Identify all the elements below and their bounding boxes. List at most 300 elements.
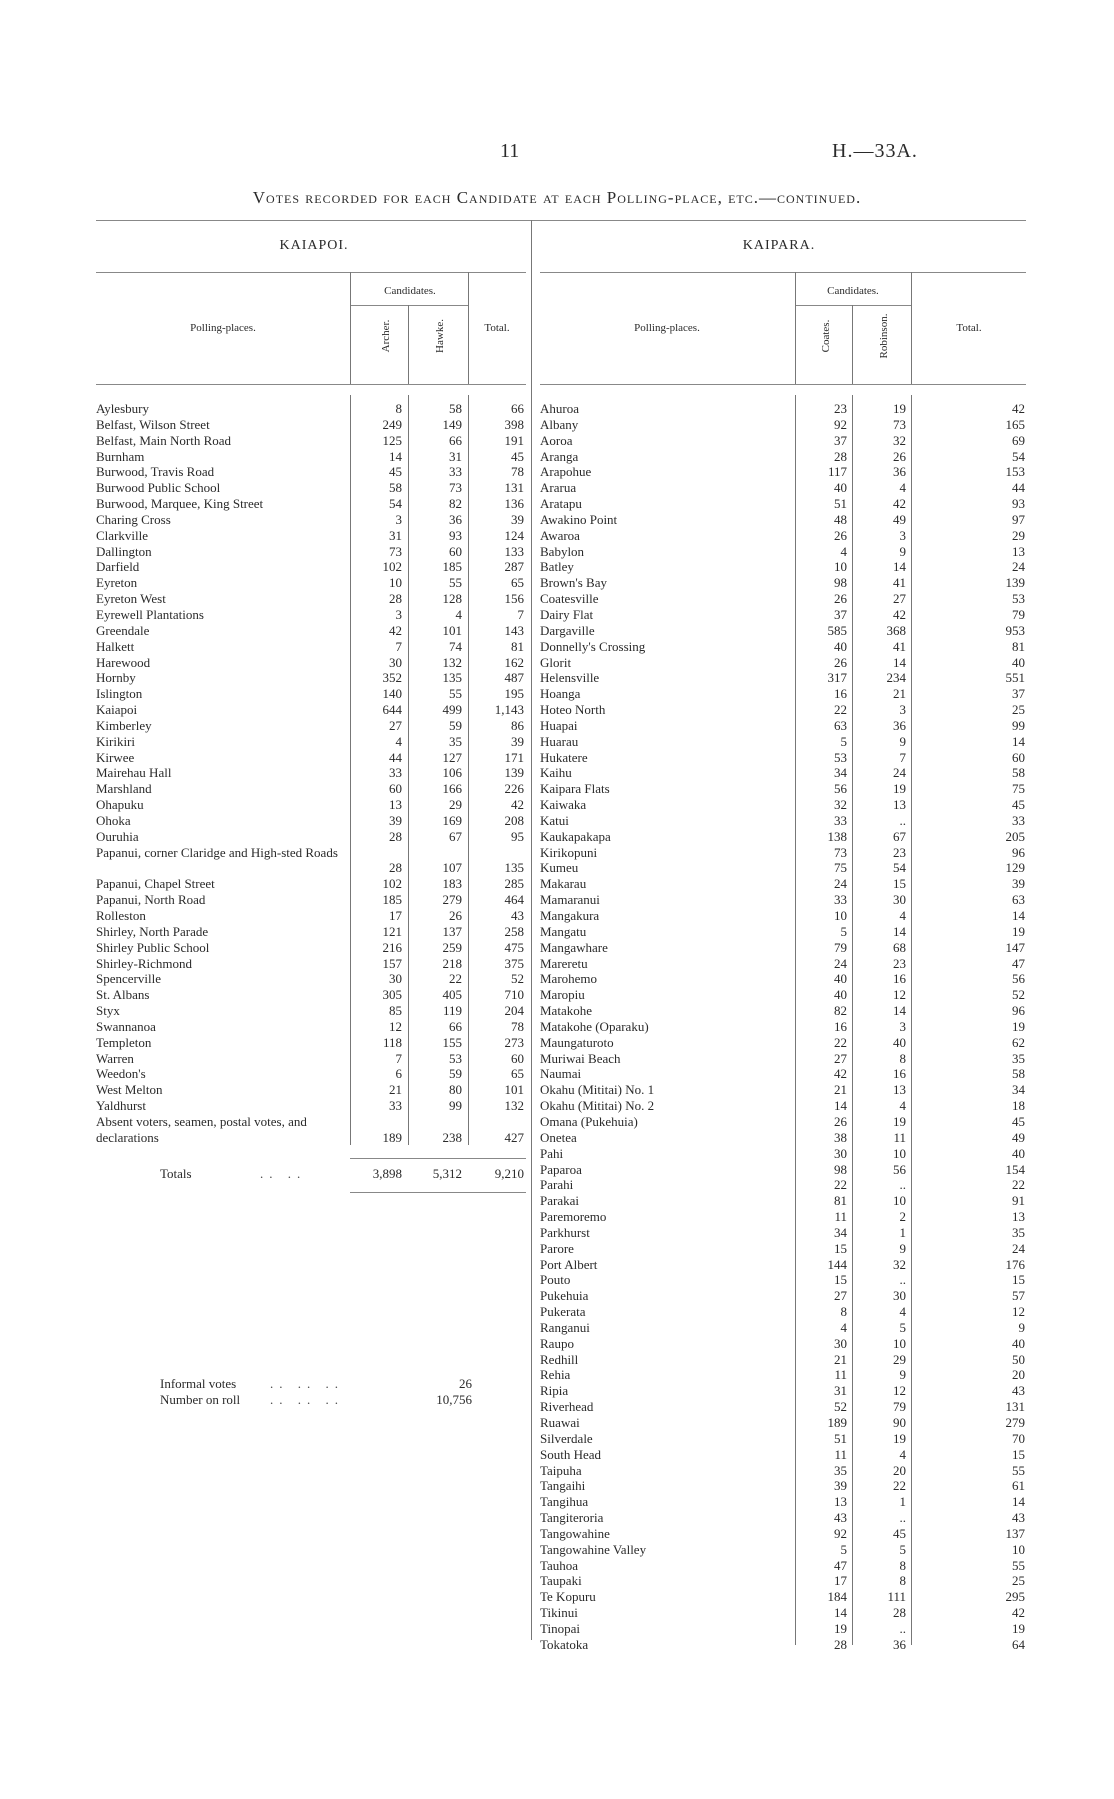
total-votes: 81 — [1012, 638, 1025, 654]
total-votes: 42 — [511, 797, 524, 813]
number-on-roll-value: 10,756 — [436, 1392, 472, 1407]
total-votes: 79 — [1012, 606, 1025, 622]
candidate-2-votes: 59 — [449, 717, 462, 733]
polling-place-name: Batley — [540, 559, 574, 575]
polling-place-name: Papanui, corner Claridge and High-sted Roads — [96, 844, 338, 860]
candidate-1-votes: 16 — [834, 686, 847, 702]
table-row — [540, 449, 1026, 465]
total-votes: 279 — [1005, 1415, 1025, 1430]
candidate-2-votes: .. — [899, 1272, 906, 1288]
candidate-1-votes: 31 — [834, 1383, 847, 1399]
candidate-1-votes: 79 — [834, 939, 847, 955]
total-votes: 43 — [1012, 1510, 1025, 1526]
kaiapoi-total-archer: 3,898 — [372, 1166, 402, 1181]
candidate-1-votes: 34 — [834, 1224, 847, 1240]
candidate-2-votes: 29 — [449, 797, 462, 813]
polling-place-name: Kirikiri — [96, 733, 135, 749]
candidate-2-votes: 23 — [893, 955, 906, 971]
table-row — [96, 591, 526, 607]
table-row — [540, 1542, 1026, 1558]
polling-place-name: Aoroa — [540, 432, 573, 448]
candidate-1-votes: 102 — [382, 876, 402, 892]
kaiapoi-candidate-archer: Archer. — [380, 319, 392, 353]
candidate-2-votes: 259 — [442, 939, 462, 955]
table-row — [96, 1098, 526, 1114]
table-row — [96, 480, 526, 496]
candidate-1-votes: 34 — [834, 765, 847, 781]
table-row — [96, 544, 526, 560]
total-votes: 9 — [1018, 1319, 1025, 1335]
candidate-1-votes: 8 — [395, 401, 402, 416]
candidate-1-votes: 98 — [834, 575, 847, 591]
total-votes: 154 — [1005, 1161, 1025, 1177]
table-row — [96, 702, 526, 718]
candidate-1-votes: 216 — [382, 939, 402, 955]
candidate-1-votes: 28 — [834, 448, 847, 464]
table-row — [540, 750, 1026, 766]
total-votes: 65 — [511, 1066, 524, 1082]
total-votes: 39 — [1012, 876, 1025, 892]
table-row — [540, 401, 1026, 417]
total-votes: 258 — [504, 923, 524, 939]
polling-place-name: Mareretu — [540, 955, 588, 971]
table-row — [540, 734, 1026, 750]
total-votes: 143 — [504, 622, 524, 638]
polling-place-name: Parahi — [540, 1177, 574, 1193]
total-votes: 287 — [504, 559, 524, 575]
polling-place-name: Harewood — [96, 654, 151, 670]
kaipara-heading: KAIPARA. — [742, 238, 816, 253]
candidate-1-votes: 21 — [834, 1351, 847, 1367]
candidate-2-votes: 36 — [449, 511, 462, 527]
total-votes: 43 — [1012, 1383, 1025, 1399]
polling-place-name: Babylon — [540, 543, 585, 559]
candidate-2-votes: 53 — [449, 1050, 462, 1066]
candidate-1-votes: 5 — [840, 1541, 847, 1557]
polling-place-name: Kaiwaka — [540, 797, 587, 813]
polling-place-name: Eyrewell Plantations — [96, 606, 204, 622]
candidate-1-votes: 40 — [834, 987, 847, 1003]
candidate-1-votes: 3 — [395, 606, 402, 622]
candidate-2-votes: 1 — [899, 1224, 906, 1240]
candidate-1-votes: 60 — [389, 781, 402, 797]
candidate-2-votes: 218 — [442, 955, 462, 971]
total-votes: 15 — [1012, 1272, 1025, 1288]
total-votes: 226 — [504, 781, 524, 797]
candidate-2-votes: 30 — [893, 892, 906, 908]
polling-place-name: Styx — [96, 1003, 120, 1019]
polling-place-name: Dargaville — [540, 622, 595, 638]
total-votes: 60 — [511, 1050, 524, 1066]
kaiapoi-heading: KAIAPOI. — [279, 238, 349, 253]
total-votes: 53 — [1012, 591, 1025, 607]
candidate-1-votes: 17 — [834, 1573, 847, 1589]
polling-place-name: Islington — [96, 686, 143, 702]
table-row — [540, 1051, 1026, 1067]
polling-place-name: Halkett — [96, 638, 135, 654]
kaiapoi-grand-total: 9,210 — [494, 1166, 524, 1181]
candidate-2-votes: 56 — [893, 1161, 906, 1177]
candidate-2-votes: 149 — [442, 416, 462, 432]
table-row — [540, 1003, 1026, 1019]
table-row — [96, 686, 526, 702]
table-row — [540, 1526, 1026, 1542]
table-row — [540, 623, 1026, 639]
number-on-roll-label: Number on roll — [160, 1392, 241, 1407]
candidate-2-votes: 10 — [893, 1335, 906, 1351]
candidate-2-votes: 9 — [899, 1240, 906, 1256]
candidate-2-votes: 36 — [893, 464, 906, 480]
page-title-text: Votes recorded for each Candidate at each Polling-place, etc.—continued. — [252, 188, 862, 207]
table-row — [96, 829, 526, 845]
candidate-2-votes: 8 — [899, 1573, 906, 1589]
candidate-2-votes: 73 — [893, 416, 906, 432]
total-votes: 86 — [511, 717, 524, 733]
polling-place-name: Riverhead — [540, 1399, 594, 1415]
candidate-2-votes: 169 — [442, 812, 462, 828]
candidate-1-votes: 22 — [834, 702, 847, 718]
total-votes: 195 — [504, 686, 524, 702]
polling-place-name: Papanui, North Road — [96, 892, 206, 908]
table-row — [540, 1241, 1026, 1257]
total-votes: 204 — [504, 1003, 524, 1019]
polling-place-name: Paparoa — [540, 1161, 582, 1177]
candidate-2-votes: 19 — [893, 1113, 906, 1129]
table-row — [540, 1447, 1026, 1463]
kaiapoi-header-divider — [468, 272, 469, 384]
polling-place-name: Parakai — [540, 1193, 579, 1209]
candidate-2-votes: 13 — [893, 1082, 906, 1098]
total-votes: 97 — [1012, 511, 1025, 527]
total-votes: 1,143 — [494, 702, 524, 718]
table-row — [540, 1193, 1026, 1209]
polling-place-name: Belfast, Main North Road — [96, 432, 232, 448]
total-votes: 14 — [1012, 733, 1025, 749]
table-row — [96, 670, 526, 686]
total-votes: 45 — [511, 448, 524, 464]
polling-place-name: Brown's Bay — [540, 575, 607, 591]
table-row — [96, 1051, 526, 1067]
candidate-2-votes: 12 — [893, 1383, 906, 1399]
candidate-1-votes: 125 — [382, 432, 402, 448]
polling-place-name: Redhill — [540, 1351, 579, 1367]
total-votes: 285 — [504, 876, 524, 892]
total-votes: 49 — [1012, 1129, 1025, 1145]
total-votes: 162 — [504, 654, 524, 670]
total-votes: 551 — [1005, 670, 1025, 686]
total-votes: 464 — [504, 892, 524, 908]
polling-place-name: Papanui, Chapel Street — [96, 876, 215, 892]
candidate-2-votes: 79 — [893, 1399, 906, 1415]
total-votes: 33 — [1012, 812, 1025, 828]
polling-place-name: Tokatoka — [540, 1636, 589, 1652]
total-votes: 7 — [517, 606, 524, 622]
table-row — [96, 718, 526, 734]
kaiapoi-total-label: Total. — [484, 322, 510, 334]
candidate-2-votes: 106 — [442, 765, 462, 781]
polling-place-name: Burwood, Travis Road — [96, 464, 215, 480]
candidate-2-votes: 119 — [442, 1003, 462, 1019]
candidate-1-votes: 45 — [389, 464, 402, 480]
kaiapoi-header-divider — [408, 305, 409, 384]
table-row — [540, 1114, 1026, 1130]
polling-place-name: Tauhoa — [540, 1557, 579, 1573]
table-row — [96, 1019, 526, 1035]
candidate-1-votes: 52 — [834, 1399, 847, 1415]
total-votes: 124 — [504, 527, 524, 543]
total-votes: 147 — [1005, 939, 1025, 955]
candidate-1-votes: 56 — [834, 781, 847, 797]
polling-place-name: Mangawhare — [540, 939, 608, 955]
total-votes: 62 — [1012, 1034, 1025, 1050]
total-votes: 52 — [1012, 987, 1025, 1003]
candidate-2-votes: 55 — [449, 686, 462, 702]
table-row — [540, 433, 1026, 449]
candidate-2-votes: 3 — [899, 527, 906, 543]
candidate-1-votes: 26 — [834, 654, 847, 670]
table-row — [540, 464, 1026, 480]
table-row — [540, 1621, 1026, 1637]
table-row — [540, 718, 1026, 734]
candidate-2-votes: 4 — [899, 1446, 906, 1462]
candidate-1-votes: 37 — [834, 432, 847, 448]
table-row — [96, 496, 526, 512]
table-row — [540, 1415, 1026, 1431]
polling-place-name: Hoanga — [540, 686, 581, 702]
polling-place-name: Swannanoa — [96, 1018, 156, 1034]
total-votes: 29 — [1012, 527, 1025, 543]
polling-place-name: Pukehuia — [540, 1288, 589, 1304]
table-row — [96, 797, 526, 813]
table-row — [96, 1114, 526, 1146]
candidate-1-votes: 26 — [834, 591, 847, 607]
candidate-2-votes: 22 — [449, 971, 462, 987]
table-row — [540, 924, 1026, 940]
total-votes: 78 — [511, 464, 524, 480]
kaiapoi-candidates-label: Candidates. — [384, 285, 436, 297]
total-votes: 14 — [1012, 1494, 1025, 1510]
document-code: H.—33A. — [832, 140, 918, 162]
polling-place-name: Naumai — [540, 1066, 582, 1082]
total-votes: 487 — [504, 670, 524, 686]
total-votes: 66 — [511, 401, 524, 416]
candidate-2-votes: 4 — [899, 908, 906, 923]
table-row — [540, 1589, 1026, 1605]
polling-place-name: Okahu (Mititai) No. 2 — [540, 1098, 655, 1114]
polling-place-name: Hukatere — [540, 749, 588, 765]
total-votes: 55 — [1012, 1557, 1025, 1573]
candidate-2-votes: 73 — [449, 480, 462, 496]
polling-place-name: Paremoremo — [540, 1209, 607, 1225]
candidate-2-votes: 9 — [899, 1367, 906, 1383]
candidate-2-votes: 155 — [442, 1034, 462, 1050]
polling-place-name: Hornby — [96, 670, 136, 686]
candidate-1-votes: 24 — [834, 876, 847, 892]
candidate-1-votes: 644 — [382, 702, 402, 718]
table-row — [540, 559, 1026, 575]
candidate-2-votes: 19 — [893, 781, 906, 797]
candidate-1-votes: 58 — [389, 480, 402, 496]
candidate-2-votes: 24 — [893, 765, 906, 781]
polling-place-name: Charing Cross — [96, 511, 171, 527]
candidate-1-votes: 11 — [834, 1367, 847, 1383]
polling-place-name: Pukerata — [540, 1304, 586, 1320]
kaiapoi-header-divider — [350, 272, 351, 384]
polling-place-name: Albany — [540, 416, 579, 432]
candidate-2-votes: 21 — [893, 686, 906, 702]
polling-place-name: Onetea — [540, 1129, 577, 1145]
table-row — [96, 1003, 526, 1019]
total-votes: 19 — [1012, 923, 1025, 939]
candidate-2-votes: 26 — [893, 448, 906, 464]
total-votes: 10 — [1012, 1541, 1025, 1557]
candidate-2-votes: 8 — [899, 1050, 906, 1066]
polling-place-name: Parore — [540, 1240, 574, 1256]
total-votes: 55 — [1012, 1462, 1025, 1478]
candidate-2-votes: 19 — [893, 1430, 906, 1446]
polling-place-name: Spencerville — [96, 971, 161, 987]
table-row — [540, 544, 1026, 560]
polling-place-name: Taipuha — [540, 1462, 582, 1478]
kaiapoi-totals-bottom-rule — [350, 1192, 526, 1193]
table-row — [96, 1035, 526, 1051]
table-row — [540, 496, 1026, 512]
candidate-2-votes: 82 — [449, 496, 462, 512]
candidate-1-votes: 30 — [389, 654, 402, 670]
candidate-1-votes: 47 — [834, 1557, 847, 1573]
total-votes: 953 — [1005, 622, 1025, 638]
polling-place-name: Kaipara Flats — [540, 781, 610, 797]
table-row — [540, 1367, 1026, 1383]
total-votes: 20 — [1012, 1367, 1025, 1383]
total-votes: 375 — [504, 955, 524, 971]
candidate-1-votes: 10 — [389, 575, 402, 591]
candidate-2-votes: 10 — [893, 1145, 906, 1161]
table-row — [540, 956, 1026, 972]
candidate-2-votes: .. — [899, 812, 906, 828]
table-row — [96, 971, 526, 987]
candidate-1-votes: 54 — [389, 496, 402, 512]
candidate-1-votes: 15 — [834, 1272, 847, 1288]
polling-place-name: Burwood, Marquee, King Street — [96, 496, 264, 512]
candidate-1-votes: 30 — [834, 1145, 847, 1161]
candidate-2-votes: 3 — [899, 702, 906, 718]
table-row — [96, 512, 526, 528]
polling-place-name: Shirley, North Parade — [96, 923, 209, 939]
table-row — [96, 750, 526, 766]
candidate-2-votes: 23 — [893, 844, 906, 860]
table-row — [540, 860, 1026, 876]
total-votes: 25 — [1012, 1573, 1025, 1589]
polling-place-name: Templeton — [96, 1034, 152, 1050]
polling-place-name: Omana (Pukehuia) — [540, 1113, 638, 1129]
candidate-1-votes: 23 — [834, 401, 847, 416]
candidate-1-votes: 21 — [389, 1082, 402, 1098]
total-votes: 18 — [1012, 1098, 1025, 1114]
table-row — [540, 702, 1026, 718]
candidate-1-votes: 27 — [834, 1288, 847, 1304]
polling-place-name: Kaihu — [540, 765, 572, 781]
center-divider — [531, 220, 532, 1640]
candidate-1-votes: 40 — [834, 971, 847, 987]
candidate-2-votes: 29 — [893, 1351, 906, 1367]
polling-place-name: Awaroa — [540, 527, 580, 543]
polling-place-name: Awakino Point — [540, 511, 618, 527]
candidate-2-votes: 4 — [899, 480, 906, 496]
kaipara-header-bottom-rule — [540, 384, 1026, 385]
table-row — [540, 1510, 1026, 1526]
total-votes: 24 — [1012, 559, 1025, 575]
polling-place-name: Matakohe — [540, 1003, 592, 1019]
table-row — [540, 1431, 1026, 1447]
candidate-2-votes: 36 — [893, 1636, 906, 1652]
candidate-1-votes: 17 — [389, 908, 402, 923]
polling-place-name: Port Albert — [540, 1256, 598, 1272]
kaipara-candidate-robinson: Robinson. — [878, 313, 890, 359]
candidate-1-votes: 51 — [834, 496, 847, 512]
polling-place-name: Maungaturoto — [540, 1034, 614, 1050]
polling-place-name: Hoteo North — [540, 702, 606, 718]
polling-place-name: Kumeu — [540, 860, 579, 876]
table-row — [540, 781, 1026, 797]
table-row — [540, 1019, 1026, 1035]
table-row — [540, 1352, 1026, 1368]
polling-place-name: Burwood Public School — [96, 480, 221, 496]
table-row — [540, 1573, 1026, 1589]
table-row — [540, 1637, 1026, 1653]
candidate-1-votes: 144 — [827, 1256, 847, 1272]
candidate-1-votes: 10 — [834, 559, 847, 575]
candidate-2-votes: 42 — [893, 606, 906, 622]
kaiapoi-heading-rule — [96, 272, 526, 273]
candidate-1-votes: 8 — [840, 1304, 847, 1320]
polling-place-name: Marshland — [96, 781, 152, 797]
table-row — [96, 464, 526, 480]
candidate-2-votes: 14 — [893, 559, 906, 575]
total-votes: 45 — [1012, 797, 1025, 813]
polling-place-name: South Head — [540, 1446, 602, 1462]
table-row — [540, 1098, 1026, 1114]
candidate-1-votes: 81 — [834, 1193, 847, 1209]
polling-place-name: Maropiu — [540, 987, 585, 1003]
candidate-2-votes: 16 — [893, 971, 906, 987]
candidate-2-votes: 183 — [442, 876, 462, 892]
table-row — [540, 512, 1026, 528]
total-votes: 135 — [504, 860, 524, 876]
total-votes: 35 — [1012, 1050, 1025, 1066]
candidate-2-votes: .. — [899, 1510, 906, 1526]
kaipara-candidate-coates: Coates. — [820, 319, 832, 353]
table-row — [96, 876, 526, 892]
total-votes: 171 — [504, 749, 524, 765]
table-row — [540, 1304, 1026, 1320]
polling-place-name: Clarkville — [96, 527, 148, 543]
total-votes: 70 — [1012, 1430, 1025, 1446]
total-votes: 95 — [511, 828, 524, 844]
total-votes: 139 — [504, 765, 524, 781]
kaipara-heading-rule — [540, 272, 1026, 273]
table-row — [540, 1082, 1026, 1098]
total-votes: 156 — [504, 591, 524, 607]
candidate-2-votes: 234 — [886, 670, 906, 686]
candidate-2-votes: 36 — [893, 717, 906, 733]
polling-place-name: Okahu (Mititai) No. 1 — [540, 1082, 655, 1098]
candidate-2-votes: 55 — [449, 575, 462, 591]
total-votes: 63 — [1012, 892, 1025, 908]
candidate-2-votes: 45 — [893, 1525, 906, 1541]
polling-place-name: Eyreton — [96, 575, 138, 591]
candidate-2-votes: 4 — [899, 1098, 906, 1114]
